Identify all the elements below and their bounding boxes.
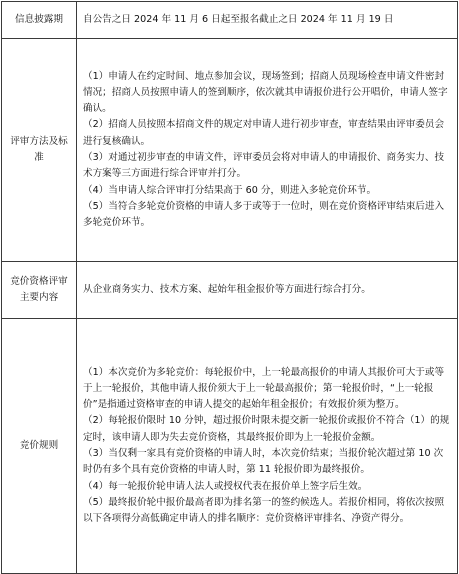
row-label: 信息披露期 [2, 2, 77, 39]
paragraph: （1）本次竞价为多轮竞价：每轮报价中，上一轮最高报价的申请人其报价可大于或等于上一轮报价，其他申请人报价须大于上一轮最高报价；第一轮报价时，“上一轮报价”是指通过资格审查的申请人提交的起始年租金报价；有效报价须为整万。 [83, 366, 445, 411]
row-label: 评审方法及标准 [2, 39, 77, 262]
paragraph: （2）每轮报价限时 10 分钟，超过报价时限未提交新一轮报价或报价不符合（1）的规定时，该申请人即为失去竞价资格，其最终报价即为上一轮报价金额。 [83, 415, 450, 443]
row-content [77, 39, 458, 262]
paragraph: 从企业商务实力、技术方案、起始年租金报价等方面进行综合打分。 [83, 283, 371, 295]
row-content [77, 2, 458, 39]
table-row-bidding-rules [2, 319, 458, 574]
paragraph: （3）当仅剩一家具有竞价资格的申请人时，本次竞价结束；当报价轮次超过第 10 次时仍有多个具有竞价资格的申请人时，第 11 轮报价即为最终报价。 [83, 448, 444, 476]
paragraph: （5）最终报价轮中报价最高者即为排名第一的签约候选人。若报价相同，将依次按照以下各项得分高低确定申请人的排名顺序：竞价资格评审排名、净资产得分。 [83, 496, 445, 525]
paragraph: （2）招商人员按照本招商文件的规定对申请人进行初步审查，审查结果由评审委员会进行复核确认。 [83, 119, 445, 147]
row-content [77, 262, 458, 319]
table-row-evaluation-method [2, 39, 458, 262]
row-label: 竞价规则 [2, 319, 77, 574]
auction-rules-table [1, 1, 458, 574]
row-content [77, 319, 458, 574]
table-row-disclosure-period [2, 2, 458, 39]
paragraph: （4）当申请人综合评审打分结果高于 60 分，则进入多轮竞价环节。 [83, 184, 377, 196]
paragraph: （3）对通过初步审查的申请文件，评审委员会将对申请人的申请报价、商务实力、技术方案等三方面进行综合评审并打分。 [83, 152, 445, 180]
paragraph: 自公告之日 2024 年 11 月 6 日起至报名截止之日 2024 年 11 月 19 日 [83, 13, 394, 25]
row-label: 竞价资格评审主要内容 [2, 262, 77, 319]
paragraph: （5）当符合多轮竞价资格的申请人多于或等于一位时，则在竞价资格评审结束后进入多轮竞价环节。 [83, 200, 445, 229]
paragraph: （4）每一轮报价轮申请人法人或授权代表在报价单上签字后生效。 [83, 480, 368, 492]
paragraph: （1）申请人在约定时间、地点参加会议，现场签到；招商人员现场检查申请文件密封情况；招商人员按照申请人的签到顺序，依次就其申请报价进行公开唱价，申请人签字确认。 [83, 70, 448, 115]
table-row-qualification-content [2, 262, 458, 319]
